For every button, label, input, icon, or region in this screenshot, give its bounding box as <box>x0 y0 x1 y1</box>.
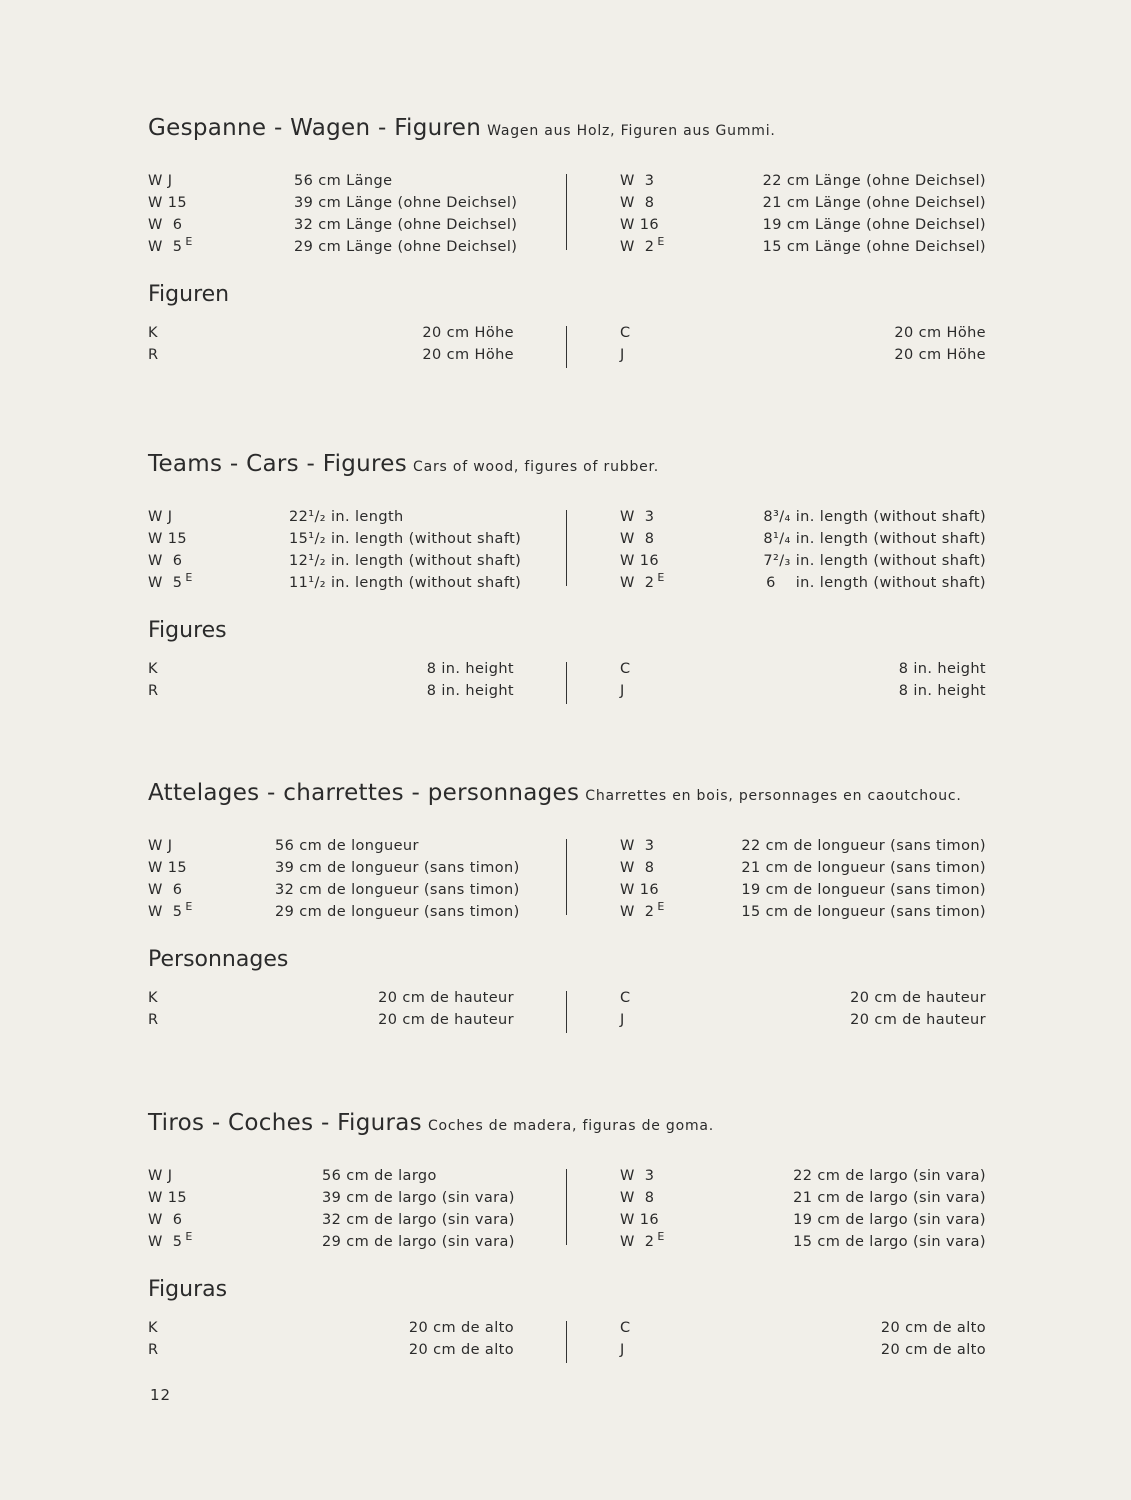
item-description: 8 in. height <box>426 683 514 699</box>
item-description: 20 cm de hauteur <box>850 1012 986 1028</box>
item-code-text: W 3 <box>620 1168 655 1184</box>
item-code-text: W 16 <box>620 217 659 233</box>
item-description: 20 cm Höhe <box>422 325 514 341</box>
section-german <box>148 115 988 366</box>
item-code-text: C <box>620 990 631 1006</box>
item-code <box>148 835 175 857</box>
item-description: 29 cm Länge (ohne Deichsel) <box>294 239 518 255</box>
item-code <box>620 344 625 366</box>
item-code <box>148 1231 193 1253</box>
item-description: 8 in. height <box>426 661 514 677</box>
figures-table <box>148 322 988 366</box>
item-code-text: W 16 <box>620 553 659 569</box>
item-code-text: R <box>148 347 159 363</box>
item-code <box>148 170 175 192</box>
item-code-text: J <box>620 683 625 699</box>
item-code-text: W 2 <box>620 575 655 591</box>
item-description: 56 cm de longueur <box>275 838 419 854</box>
item-code-suffix: E <box>185 1230 193 1243</box>
item-description: 20 cm de hauteur <box>850 990 986 1006</box>
item-code <box>620 658 631 680</box>
item-code <box>620 1317 631 1339</box>
item-code-text: W J <box>148 509 173 525</box>
item-code-text: W 8 <box>620 1190 655 1206</box>
wagon-row <box>148 879 988 901</box>
section-title <box>148 1110 988 1146</box>
item-description: 21 cm de largo (sin vara) <box>793 1190 986 1206</box>
wagon-row <box>148 214 988 236</box>
section-spanish <box>148 1110 988 1361</box>
wagon-row <box>148 572 988 594</box>
item-description: 56 cm Länge <box>294 173 393 189</box>
item-description: 8¹/₄ in. length (without shaft) <box>763 531 986 547</box>
item-code-text: W J <box>148 1168 173 1184</box>
item-description: 21 cm de longueur (sans timon) <box>741 860 986 876</box>
item-code-text: W 8 <box>620 195 655 211</box>
item-code-suffix: E <box>657 900 665 913</box>
item-code-text: W 3 <box>620 838 655 854</box>
figure-row <box>148 1339 988 1361</box>
item-code-text: J <box>620 347 625 363</box>
item-code-text: K <box>148 990 158 1006</box>
item-code-text: W 6 <box>148 882 183 898</box>
wagon-row <box>148 192 988 214</box>
figure-row <box>148 680 988 702</box>
item-code <box>148 1317 158 1339</box>
item-code-suffix: E <box>185 571 193 584</box>
item-description: 8 in. height <box>898 661 986 677</box>
section-french <box>148 780 988 1031</box>
figures-table <box>148 1317 988 1361</box>
item-description: 39 cm de largo (sin vara) <box>322 1190 515 1206</box>
item-description: 29 cm de largo (sin vara) <box>322 1234 515 1250</box>
wagon-row <box>148 170 988 192</box>
item-code <box>148 214 185 236</box>
item-code <box>620 1009 625 1031</box>
item-code-text: W 2 <box>620 239 655 255</box>
item-code-suffix: E <box>185 900 193 913</box>
item-code-text: C <box>620 661 631 677</box>
section-title <box>148 780 988 816</box>
page-number: 12 <box>150 1386 172 1404</box>
figure-row <box>148 1009 988 1031</box>
wagon-row <box>148 528 988 550</box>
title-note: Cars of wood, figures of rubber. <box>413 459 660 475</box>
wagon-table <box>148 835 988 923</box>
figures-table <box>148 987 988 1031</box>
item-description: 15 cm de largo (sin vara) <box>793 1234 986 1250</box>
item-code <box>620 214 662 236</box>
item-description: 7²/₃ in. length (without shaft) <box>763 553 986 569</box>
item-code <box>620 1339 625 1361</box>
item-code-text: W 16 <box>620 882 659 898</box>
item-description: 20 cm de alto <box>880 1320 986 1336</box>
figures-heading: Figuren <box>148 282 230 307</box>
item-code <box>620 879 662 901</box>
item-description: 20 cm de alto <box>408 1320 514 1336</box>
wagon-row <box>148 857 988 879</box>
item-code <box>620 506 657 528</box>
item-description: 11¹/₂ in. length (without shaft) <box>289 575 522 591</box>
item-code <box>148 658 158 680</box>
item-description: 32 cm de longueur (sans timon) <box>275 882 520 898</box>
item-code <box>148 680 158 702</box>
figures-heading: Figures <box>148 618 227 643</box>
item-description: 20 cm Höhe <box>894 325 986 341</box>
item-code <box>620 987 631 1009</box>
item-description: 56 cm de largo <box>322 1168 437 1184</box>
item-description: 6 in. length (without shaft) <box>766 575 986 591</box>
item-code <box>620 572 665 594</box>
item-code-text: W 6 <box>148 217 183 233</box>
item-code <box>620 1187 657 1209</box>
item-code-text: W 6 <box>148 553 183 569</box>
item-code-text: C <box>620 325 631 341</box>
item-code-text: W 15 <box>148 195 187 211</box>
item-code <box>148 550 185 572</box>
item-description: 19 cm Länge (ohne Deichsel) <box>762 217 986 233</box>
item-code <box>148 901 193 923</box>
item-code-text: W 8 <box>620 531 655 547</box>
item-description: 15¹/₂ in. length (without shaft) <box>289 531 522 547</box>
wagon-row <box>148 236 988 258</box>
title-note: Wagen aus Holz, Figuren aus Gummi. <box>487 123 776 139</box>
item-code <box>620 1231 665 1253</box>
item-code <box>620 550 662 572</box>
item-description: 20 cm de hauteur <box>378 990 514 1006</box>
item-code-suffix: E <box>657 235 665 248</box>
item-code <box>620 1165 657 1187</box>
title-main: Attelages - charrettes - personnages <box>148 780 580 806</box>
item-code-text: W 16 <box>620 1212 659 1228</box>
item-description: 22¹/₂ in. length <box>289 509 404 525</box>
item-code-text: W 5 <box>148 239 183 255</box>
item-code-text: J <box>620 1342 625 1358</box>
section-title <box>148 451 988 487</box>
title-main: Gespanne - Wagen - Figuren <box>148 115 482 141</box>
item-code-suffix: E <box>657 1230 665 1243</box>
item-code <box>620 192 657 214</box>
item-description: 20 cm de hauteur <box>378 1012 514 1028</box>
item-code-text: C <box>620 1320 631 1336</box>
item-code-text: W 2 <box>620 1234 655 1250</box>
wagon-table <box>148 1165 988 1253</box>
item-description: 22 cm de largo (sin vara) <box>793 1168 986 1184</box>
item-code-text: J <box>620 1012 625 1028</box>
figure-row <box>148 658 988 680</box>
item-code-text: W J <box>148 838 173 854</box>
item-code <box>620 236 665 258</box>
section-title <box>148 115 988 151</box>
item-code <box>620 857 657 879</box>
section-english <box>148 451 988 702</box>
item-code-text: W 5 <box>148 1234 183 1250</box>
item-description: 8³/₄ in. length (without shaft) <box>763 509 986 525</box>
item-description: 12¹/₂ in. length (without shaft) <box>289 553 522 569</box>
figures-heading: Personnages <box>148 947 289 972</box>
item-code-text: W 8 <box>620 860 655 876</box>
item-code-text: W 5 <box>148 575 183 591</box>
item-description: 21 cm Länge (ohne Deichsel) <box>762 195 986 211</box>
wagon-row <box>148 506 988 528</box>
item-code <box>148 1339 158 1361</box>
item-description: 22 cm de longueur (sans timon) <box>741 838 986 854</box>
item-code <box>620 901 665 923</box>
item-code <box>620 170 657 192</box>
item-description: 29 cm de longueur (sans timon) <box>275 904 520 920</box>
item-code-text: W 5 <box>148 904 183 920</box>
item-description: 19 cm de largo (sin vara) <box>793 1212 986 1228</box>
wagon-row <box>148 1165 988 1187</box>
item-description: 8 in. height <box>898 683 986 699</box>
figure-row <box>148 987 988 1009</box>
item-code <box>148 1209 185 1231</box>
item-description: 32 cm de largo (sin vara) <box>322 1212 515 1228</box>
wagon-table <box>148 506 988 594</box>
item-description: 19 cm de longueur (sans timon) <box>741 882 986 898</box>
title-note: Coches de madera, figuras de goma. <box>427 1118 715 1134</box>
item-code-text: W 3 <box>620 173 655 189</box>
item-code <box>148 236 193 258</box>
title-main: Teams - Cars - Figures <box>148 451 408 477</box>
item-code-text: R <box>148 683 159 699</box>
item-code <box>620 835 657 857</box>
wagon-row <box>148 1187 988 1209</box>
item-code-text: W 3 <box>620 509 655 525</box>
wagon-row <box>148 1209 988 1231</box>
item-code <box>620 680 625 702</box>
wagon-row <box>148 835 988 857</box>
item-code <box>620 322 631 344</box>
wagon-row <box>148 550 988 572</box>
figure-row <box>148 344 988 366</box>
item-description: 15 cm de longueur (sans timon) <box>741 904 986 920</box>
item-code <box>148 344 158 366</box>
item-code-text: W 15 <box>148 531 187 547</box>
item-code-text: R <box>148 1342 159 1358</box>
item-code <box>620 1209 662 1231</box>
figure-row <box>148 1317 988 1339</box>
item-code-text: R <box>148 1012 159 1028</box>
item-description: 39 cm Länge (ohne Deichsel) <box>294 195 518 211</box>
wagon-row <box>148 1231 988 1253</box>
item-code <box>148 506 175 528</box>
item-description: 20 cm Höhe <box>422 347 514 363</box>
figures-table <box>148 658 988 702</box>
item-code <box>148 1009 158 1031</box>
item-code <box>148 322 158 344</box>
figure-row <box>148 322 988 344</box>
figures-heading: Figuras <box>148 1277 228 1302</box>
item-description: 20 cm de alto <box>880 1342 986 1358</box>
item-code-suffix: E <box>657 571 665 584</box>
item-code-text: K <box>148 661 158 677</box>
item-code-text: W 15 <box>148 860 187 876</box>
item-code <box>148 528 190 550</box>
item-description: 15 cm Länge (ohne Deichsel) <box>762 239 986 255</box>
item-code <box>148 192 190 214</box>
item-code-text: W J <box>148 173 173 189</box>
item-description: 32 cm Länge (ohne Deichsel) <box>294 217 518 233</box>
item-code-text: W 2 <box>620 904 655 920</box>
title-main: Tiros - Coches - Figuras <box>148 1110 422 1136</box>
item-code-text: K <box>148 1320 158 1336</box>
item-code <box>148 1165 175 1187</box>
item-code-text: K <box>148 325 158 341</box>
item-code <box>620 528 657 550</box>
item-description: 20 cm de alto <box>408 1342 514 1358</box>
item-code <box>148 857 190 879</box>
wagon-table <box>148 170 988 258</box>
item-description: 20 cm Höhe <box>894 347 986 363</box>
item-description: 22 cm Länge (ohne Deichsel) <box>762 173 986 189</box>
item-code-text: W 15 <box>148 1190 187 1206</box>
wagon-row <box>148 901 988 923</box>
item-code-suffix: E <box>185 235 193 248</box>
item-code <box>148 1187 190 1209</box>
item-code-text: W 6 <box>148 1212 183 1228</box>
item-code <box>148 879 185 901</box>
item-code <box>148 572 193 594</box>
title-note: Charrettes en bois, personnages en caoutchouc. <box>585 788 962 804</box>
item-code <box>148 987 158 1009</box>
item-description: 39 cm de longueur (sans timon) <box>275 860 520 876</box>
